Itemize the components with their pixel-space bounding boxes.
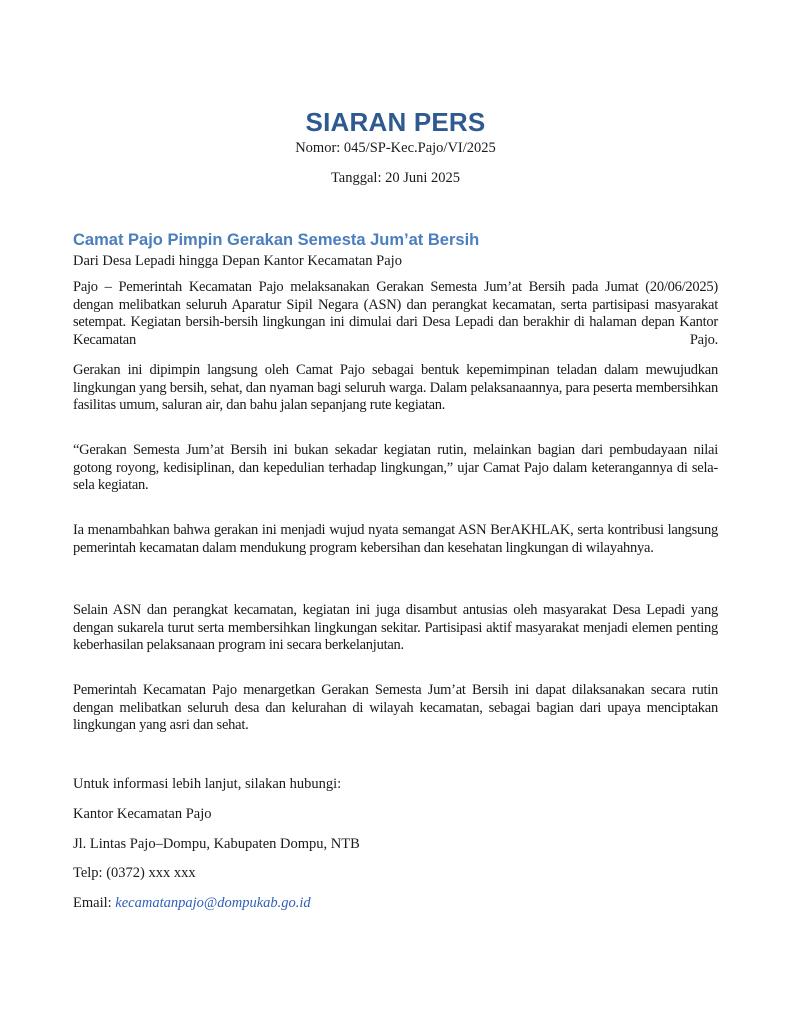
news-subheadline: Dari Desa Lepadi hingga Depan Kantor Kecamatan Pajo [73, 253, 402, 269]
body-paragraph: Pajo – Pemerintah Kecamatan Pajo melaksanakan Gerakan Semesta Jum’at Bersih pada Jumat (20/06/2025) dengan melibatkan seluruh Aparatur Sipil Negara (ASN) dan perangkat kecamatan, serta partisipasi masyarakat setempat. Kegiatan bersih-bersih lingkungan ini dimulai dari Desa Lepadi dan berakhir di halaman depan Kantor Kecamatan Pajo. [73, 279, 718, 348]
document-number: Nomor: 045/SP-Kec.Pajo/VI/2025 [295, 140, 496, 156]
news-headline: Camat Pajo Pimpin Gerakan Semesta Jum’at Bersih [73, 231, 480, 249]
body-paragraph: Ia menambahkan bahwa gerakan ini menjadi wujud nyata semangat ASN BerAKHLAK, serta kontribusi langsung pemerintah kecamatan dalam mendukung program kebersihan dan kesehatan lingkungan di wilayahnya. [73, 522, 718, 556]
email-link[interactable]: kecamatanpajo@dompukab.go.id [115, 895, 311, 911]
body-paragraph: Gerakan ini dipimpin langsung oleh Camat Pajo sebagai bentuk kepemimpinan teladan dalam mewujudkan lingkungan yang bersih, sehat, dan nyaman bagi seluruh warga. Dalam pelaksanaannya, para peserta membersihkan fasilitas umum, saluran air, dan bahu jalan sepanjang rute kegiatan. [73, 362, 718, 413]
contact-intro: Untuk informasi lebih lanjut, silakan hubungi: [73, 776, 342, 792]
contact-email-line [73, 894, 311, 912]
document-title: SIARAN PERS [305, 107, 486, 137]
contact-address: Jl. Lintas Pajo–Dompu, Kabupaten Dompu, NTB [73, 836, 360, 852]
document-date: Tanggal: 20 Juni 2025 [330, 170, 461, 186]
contact-office: Kantor Kecamatan Pajo [73, 806, 212, 822]
body-paragraph: Selain ASN dan perangkat kecamatan, kegiatan ini juga disambut antusias oleh masyarakat Desa Lepadi yang dengan sukarela turut serta membersihkan lingkungan sekitar. Partisipasi aktif masyarakat menjadi elemen penting keberhasilan pelaksanaan program ini secara berkelanjutan. [73, 602, 718, 653]
contact-phone: Telp: (0372) xxx xxx [73, 865, 196, 881]
quote-paragraph: “Gerakan Semesta Jum’at Bersih ini bukan sekadar kegiatan rutin, melainkan bagian dari pembudayaan nilai gotong royong, kedisiplinan, dan kepedulian terhadap lingkungan,” ujar Camat Pajo dalam keterangannya di sela-sela kegiatan. [73, 442, 718, 493]
body-paragraph: Pemerintah Kecamatan Pajo menargetkan Gerakan Semesta Jum’at Bersih ini dapat dilaksanakan secara rutin dengan melibatkan seluruh desa dan kelurahan di wilayah kecamatan, sebagai bagian dari upaya menciptakan lingkungan yang asri dan sehat. [73, 682, 718, 733]
email-label: Email: [73, 895, 116, 911]
